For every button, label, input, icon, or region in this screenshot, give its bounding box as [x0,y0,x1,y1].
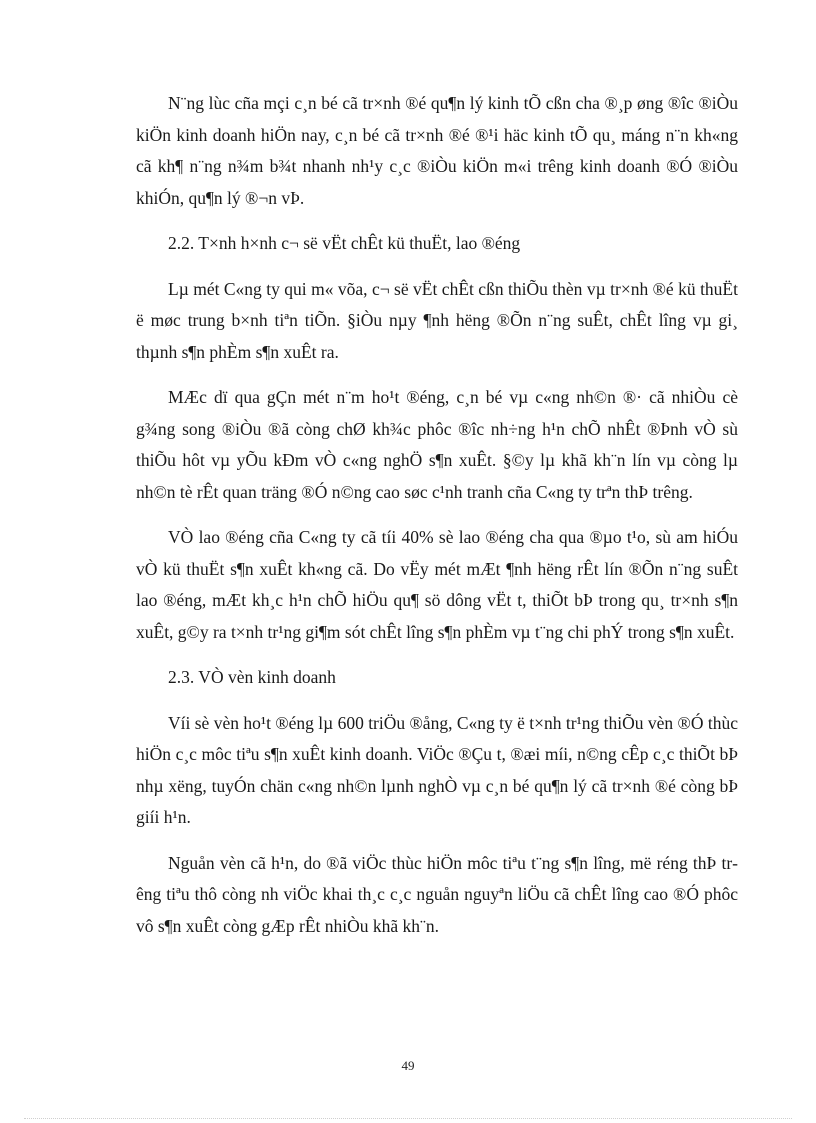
paragraph-limited-capital: Nguån vèn cã h¹n, do ®ã viÖc thùc hiÖn môc tiªu t¨ng s¶n lîng, më réng thÞ trêng tiªu thô còng nh viÖc khai th¸c c¸c nguån nguyªn liÖu cã chÊt lîng cao ®Ó phôc vô s¶n xuÊt còng gÆp rÊt nhiÒu khã kh¨n. [136,852,738,936]
paragraph-labour: VÒ lao ®éng cña C«ng ty cã tíi 40% sè lao ®éng cha qua ®µo t¹o, sù am hiÓu vÒ kü thuËt s¶n xuÊt kh«ng cã. Do vËy mét mÆt ¶nh hëng rÊt lín ®Õn n¨ng suÊt lao ®éng, mÆt kh¸c h¹n chÕ hiÖu qu¶ sö dông vËt t, thiÕt bÞ trong qu¸ tr×nh s¶n xuÊt, g©y ra t×nh tr¹ng gi¶m sót chÊt lîng s¶n phÈm vµ t¨ng chi phÝ trong s¶n xuÊt. [136,527,738,642]
page-body [136,88,738,956]
section-heading-2-2: 2.2. T×nh h×nh c¬ së vËt chÊt kü thuËt, lao ®éng [168,233,521,253]
paragraph-capital: Víi sè vèn ho¹t ®éng lµ 600 triÖu ®ång, C«ng ty ë t×nh tr¹ng thiÕu vèn ®Ó thùc hiÖn c¸c môc tiªu s¶n xuÊt kinh doanh. ViÖc ®Çu t, ®æi míi, n©ng cÊp c¸c thiÕt bÞ nhµ xëng, tuyÓn chän c«ng nh©n lµnh nghÒ vµ c¸n bé qu¶n lý cã tr×nh ®é còng bÞ giíi h¹n. [136,712,738,827]
paragraph-technology-shortfall: MÆc dï qua gÇn mét n¨m ho¹t ®éng, c¸n bé vµ c«ng nh©n ®· cã nhiÒu cè g¾ng song ®iÒu ®ã còng chØ kh¾c phôc ®îc nh÷ng h¹n chÕ nhÊt ®Þnh vÒ sù thiÕu hôt vµ yÕu kÐm vÒ c«ng nghÖ s¶n xuÊt. §©y lµ khã kh¨n lín vµ còng lµ nh©n tè rÊt quan träng ®Ó n©ng cao søc c¹nh tranh cña C«ng ty trªn thÞ trêng. [136,387,738,502]
paragraph-management-capacity: N¨ng lùc cña mçi c¸n bé cã tr×nh ®é qu¶n lý kinh tÕ cßn cha ®¸p øng ®îc ®iÒu kiÖn kinh doanh hiÖn nay, c¸n bé cã tr×nh ®é ®¹i häc kinh tÕ qu¸ máng n¨n kh«ng cã kh¶ n¨ng n¾m b¾t nhanh nh¹y c¸c ®iÒu kiÖn m«i trêng kinh doanh ®Ó ®iÒu khiÓn, qu¶n lý ®¬n vÞ. [136,93,738,208]
footer-divider [24,1118,792,1119]
paragraph-facilities: Lµ mét C«ng ty qui m« võa, c¬ së vËt chÊt cßn thiÕu thèn vµ tr×nh ®é kü thuËt ë møc trung b×nh tiªn tiÕn. §iÒu nµy ¶nh hëng ®Õn n¨ng suÊt, chÊt lîng vµ gi¸ thµnh s¶n phÈm s¶n xuÊt ra. [136,278,738,362]
page-number: 49 [401,1058,415,1073]
section-heading-2-3: 2.3. VÒ vèn kinh doanh [168,667,336,687]
